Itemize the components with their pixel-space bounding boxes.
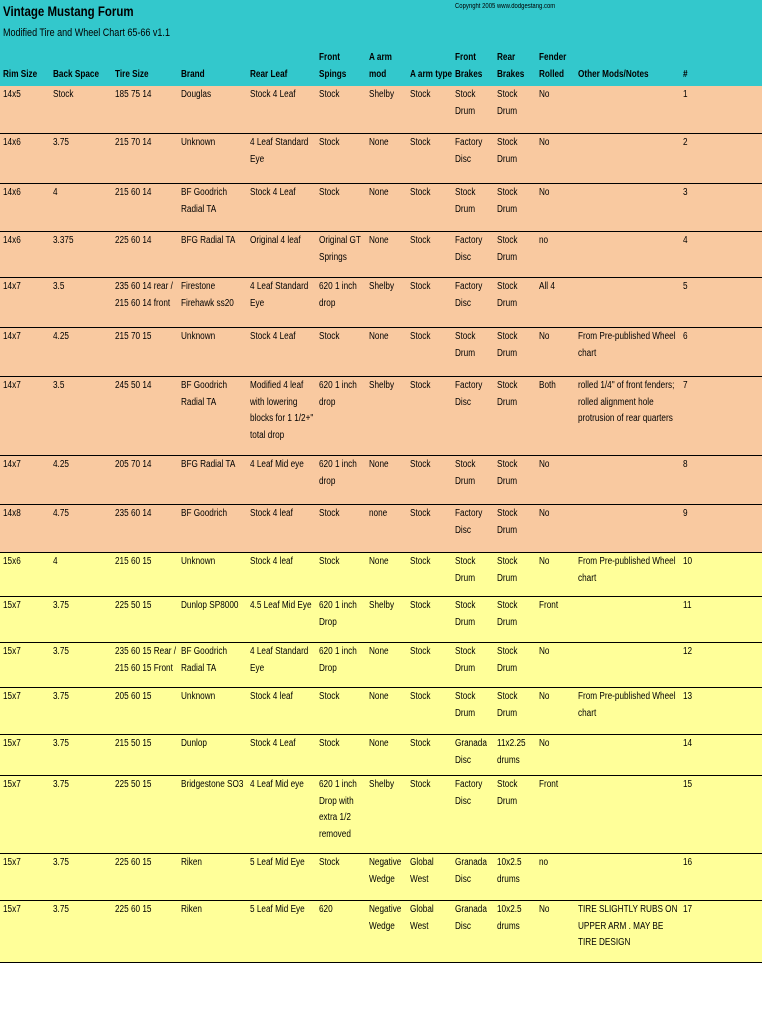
table-cell: 225 50 15: [115, 600, 152, 611]
table-row: [0, 86, 762, 134]
table-cell: No: [539, 738, 550, 749]
table-cell: Stock Drum: [497, 331, 518, 359]
table-cell: BF Goodrich Radial TA: [181, 187, 228, 215]
table-cell: 14: [683, 738, 693, 749]
table-cell: 4: [53, 187, 58, 198]
table-cell: 3.75: [53, 738, 69, 749]
table-cell: Stock: [319, 691, 340, 702]
table-cell: Dunlop: [181, 738, 207, 749]
table-cell: 15x7: [3, 779, 21, 790]
table-cell: 3.75: [53, 600, 69, 611]
table-row: [0, 505, 762, 553]
table-cell: 14x7: [3, 459, 21, 470]
table-cell: Stock: [319, 556, 340, 567]
table-cell: Stock Drum: [497, 459, 518, 487]
table-cell: Stock: [410, 691, 431, 702]
table-cell: Stock: [410, 187, 431, 198]
table-cell: Riken: [181, 904, 202, 915]
table-cell: 5 Leaf Mid Eye: [250, 904, 305, 915]
table-cell: 620 1 inch drop: [319, 459, 357, 487]
table-cell: No: [539, 646, 550, 657]
table-row: [0, 232, 762, 278]
table-cell: 235 60 14: [115, 508, 152, 519]
table-cell: 3.75: [53, 691, 69, 702]
table-cell: Stock Drum: [455, 89, 476, 117]
table-cell: Shelby: [369, 380, 395, 391]
table-cell: 4 Leaf Standard Eye: [250, 137, 309, 165]
table-cell: 235 60 14 rear / 215 60 14 front: [115, 281, 173, 309]
table-cell: None: [369, 556, 389, 567]
table-cell: Front: [539, 600, 559, 611]
table-cell: 4 Leaf Mid eye: [250, 459, 304, 470]
table-cell: 11x2.25 drums: [497, 738, 526, 766]
table-cell: 14x6: [3, 235, 21, 246]
table-cell: 14x7: [3, 281, 21, 292]
table-cell: Stock Drum: [497, 691, 518, 719]
table-cell: 5 Leaf Mid Eye: [250, 857, 305, 868]
table-cell: BFG Radial TA: [181, 459, 236, 470]
table-cell: 15: [683, 779, 693, 790]
table-cell: Stock: [410, 646, 431, 657]
table-cell: Negative Wedge: [369, 904, 402, 932]
table-cell: Stock Drum: [497, 600, 518, 628]
table-row: [0, 901, 762, 963]
table-cell: None: [369, 738, 389, 749]
column-header: Other Mods/Notes: [578, 69, 649, 80]
table-cell: 9: [683, 508, 688, 519]
table-cell: 6: [683, 331, 688, 342]
table-cell: Stock: [410, 137, 431, 148]
table-cell: 3.75: [53, 137, 69, 148]
table-cell: Stock 4 leaf: [250, 508, 293, 519]
table-cell: 205 70 14: [115, 459, 152, 470]
table-cell: 225 50 15: [115, 779, 152, 790]
column-header: Rear Brakes: [497, 52, 525, 80]
table-cell: Stock: [410, 600, 431, 611]
table-cell: Stock: [319, 331, 340, 342]
table-cell: Unknown: [181, 137, 216, 148]
table-cell: 620 1 inch drop: [319, 380, 357, 408]
column-header: Fender Rolled: [539, 52, 567, 80]
table-cell: Stock: [410, 235, 431, 246]
table-cell: 14x6: [3, 187, 21, 198]
table-cell: 14x8: [3, 508, 21, 519]
table-row: [0, 328, 762, 377]
table-cell: none: [369, 508, 388, 519]
table-cell: None: [369, 646, 389, 657]
table-cell: 4 Leaf Standard Eye: [250, 646, 309, 674]
table-cell: Stock: [410, 281, 431, 292]
table-cell: 4: [53, 556, 58, 567]
table-cell: Stock Drum: [455, 556, 476, 584]
table-cell: 3.375: [53, 235, 74, 246]
table-cell: From Pre-published Wheel chart: [578, 556, 676, 584]
table-cell: Granada Disc: [455, 904, 487, 932]
table-cell: Stock: [319, 137, 340, 148]
table-body: [0, 86, 762, 963]
table-cell: Stock: [319, 89, 340, 100]
table-cell: 14x5: [3, 89, 21, 100]
table-cell: Stock Drum: [455, 187, 476, 215]
table-cell: Shelby: [369, 89, 395, 100]
table-cell: Factory Disc: [455, 281, 483, 309]
table-cell: Stock Drum: [497, 779, 518, 807]
table-cell: 3.75: [53, 904, 69, 915]
table-cell: No: [539, 89, 550, 100]
table-cell: Stock: [410, 459, 431, 470]
table-cell: None: [369, 691, 389, 702]
table-row: [0, 643, 762, 688]
table-cell: Stock Drum: [497, 508, 518, 536]
table-cell: All 4: [539, 281, 555, 292]
table-cell: 12: [683, 646, 693, 657]
table-cell: Unknown: [181, 691, 216, 702]
table-cell: 7: [683, 380, 688, 391]
table-cell: 215 60 14: [115, 187, 152, 198]
page-subtitle: Modified Tire and Wheel Chart 65-66 v1.1: [3, 27, 170, 39]
sheet-header: [0, 0, 762, 86]
table-cell: no: [539, 235, 549, 246]
table-cell: 15x7: [3, 600, 21, 611]
table-row: [0, 377, 762, 456]
table-cell: rolled 1/4" of front fenders; rolled alignment hole protrusion of rear quarters: [578, 380, 675, 424]
table-cell: Douglas: [181, 89, 212, 100]
table-row: [0, 688, 762, 735]
table-cell: Stock: [410, 556, 431, 567]
table-row: [0, 776, 762, 854]
table-cell: 10x2.5 drums: [497, 857, 522, 885]
table-cell: 4: [683, 235, 688, 246]
table-cell: 13: [683, 691, 693, 702]
table-cell: Negative Wedge: [369, 857, 402, 885]
table-cell: TIRE SLIGHTLY RUBS ON UPPER ARM . MAY BE TIRE DESIGN: [578, 904, 678, 948]
column-header: Brand: [181, 69, 205, 80]
table-row: [0, 278, 762, 328]
table-cell: No: [539, 556, 550, 567]
column-header: Front Brakes: [455, 52, 483, 80]
table-cell: 3: [683, 187, 688, 198]
table-cell: Stock Drum: [497, 137, 518, 165]
table-cell: Stock: [319, 738, 340, 749]
table-cell: No: [539, 691, 550, 702]
table-cell: Firestone Firehawk ss20: [181, 281, 234, 309]
table-cell: Stock: [410, 380, 431, 391]
table-cell: 14x7: [3, 331, 21, 342]
table-cell: Stock Drum: [455, 646, 476, 674]
table-cell: Stock: [319, 857, 340, 868]
table-row: [0, 735, 762, 776]
table-cell: 15x7: [3, 857, 21, 868]
column-header: Front Spings: [319, 52, 347, 80]
table-cell: No: [539, 187, 550, 198]
table-cell: No: [539, 331, 550, 342]
table-cell: 215 50 15: [115, 738, 152, 749]
table-cell: Stock 4 Leaf: [250, 738, 296, 749]
table-cell: 15x6: [3, 556, 21, 567]
table-cell: Stock: [410, 89, 431, 100]
table-cell: Global West: [410, 857, 434, 885]
table-cell: Stock 4 Leaf: [250, 331, 296, 342]
table-cell: 620 1 inch drop: [319, 281, 357, 309]
table-cell: Stock Drum: [455, 331, 476, 359]
table-cell: 225 60 14: [115, 235, 152, 246]
table-row: [0, 134, 762, 184]
table-cell: Shelby: [369, 779, 395, 790]
table-cell: 5: [683, 281, 688, 292]
column-header: #: [683, 69, 688, 80]
table-cell: Front: [539, 779, 559, 790]
column-header: Tire Size: [115, 69, 149, 80]
table-cell: 215 70 15: [115, 331, 152, 342]
table-cell: No: [539, 508, 550, 519]
table-cell: BFG Radial TA: [181, 235, 236, 246]
table-cell: 3.5: [53, 281, 65, 292]
table-cell: 15x7: [3, 738, 21, 749]
table-cell: 4 Leaf Standard Eye: [250, 281, 309, 309]
table-cell: 8: [683, 459, 688, 470]
table-cell: Original GT Springs: [319, 235, 361, 263]
table-cell: Stock: [410, 779, 431, 790]
table-cell: no: [539, 857, 549, 868]
table-cell: 2: [683, 137, 688, 148]
table-cell: Stock Drum: [497, 380, 518, 408]
table-cell: 4.25: [53, 459, 69, 470]
table-cell: Stock Drum: [455, 600, 476, 628]
table-row: [0, 184, 762, 232]
table-cell: Stock Drum: [497, 89, 518, 117]
table-cell: None: [369, 331, 389, 342]
table-cell: 17: [683, 904, 693, 915]
table-cell: 4.5 Leaf Mid Eye: [250, 600, 312, 611]
table-cell: 15x7: [3, 904, 21, 915]
table-cell: 620: [319, 904, 333, 915]
table-cell: 4.25: [53, 331, 69, 342]
table-cell: Bridgestone SO3: [181, 779, 244, 790]
table-cell: Factory Disc: [455, 235, 483, 263]
table-cell: 15x7: [3, 691, 21, 702]
column-header: Rear Leaf: [250, 69, 288, 80]
table-cell: 10: [683, 556, 693, 567]
table-cell: 620 1 inch Drop: [319, 600, 357, 628]
table-cell: Unknown: [181, 556, 216, 567]
table-cell: 11: [683, 600, 692, 611]
table-cell: Stock: [410, 738, 431, 749]
table-cell: Stock 4 leaf: [250, 691, 293, 702]
table-cell: From Pre-published Wheel chart: [578, 691, 676, 719]
table-cell: Stock 4 Leaf: [250, 187, 296, 198]
table-cell: Riken: [181, 857, 202, 868]
table-cell: 225 60 15: [115, 857, 152, 868]
table-cell: Original 4 leaf: [250, 235, 301, 246]
table-cell: None: [369, 187, 389, 198]
table-cell: 3.75: [53, 779, 69, 790]
table-cell: Stock Drum: [497, 646, 518, 674]
table-cell: Unknown: [181, 331, 216, 342]
table-cell: 4 Leaf Mid eye: [250, 779, 304, 790]
table-cell: BF Goodrich Radial TA: [181, 380, 228, 408]
table-cell: Stock 4 leaf: [250, 556, 293, 567]
table-cell: 185 75 14: [115, 89, 152, 100]
table-cell: 3.5: [53, 380, 65, 391]
table-cell: Granada Disc: [455, 857, 487, 885]
table-cell: From Pre-published Wheel chart: [578, 331, 676, 359]
page-title: Vintage Mustang Forum: [3, 3, 134, 19]
copyright-notice: Copyright 2005 www.dodgestang.com: [455, 3, 556, 10]
table-cell: 3.75: [53, 646, 69, 657]
table-cell: 14x6: [3, 137, 21, 148]
column-header: Rim Size: [3, 69, 38, 80]
column-header: Back Space: [53, 69, 100, 80]
table-cell: Factory Disc: [455, 137, 483, 165]
table-cell: Granada Disc: [455, 738, 487, 766]
column-header: A arm mod: [369, 52, 392, 80]
table-cell: Modified 4 leaf with lowering blocks for 1 1/2+" total drop: [250, 380, 314, 441]
table-cell: Stock Drum: [497, 281, 518, 309]
table-cell: None: [369, 137, 389, 148]
table-cell: Stock: [319, 508, 340, 519]
table-cell: Stock Drum: [455, 691, 476, 719]
table-row: [0, 456, 762, 505]
table-cell: Stock 4 Leaf: [250, 89, 296, 100]
table-row: [0, 854, 762, 901]
table-cell: 14x7: [3, 380, 21, 391]
table-cell: Factory Disc: [455, 508, 483, 536]
table-cell: Shelby: [369, 600, 395, 611]
table-cell: 225 60 15: [115, 904, 152, 915]
table-cell: Stock Drum: [497, 235, 518, 263]
table-cell: Stock: [410, 508, 431, 519]
table-row: [0, 553, 762, 597]
table-cell: 4.75: [53, 508, 69, 519]
table-cell: No: [539, 459, 550, 470]
table-cell: BF Goodrich Radial TA: [181, 646, 228, 674]
table-cell: Stock Drum: [497, 556, 518, 584]
table-cell: No: [539, 904, 550, 915]
table-cell: Stock: [319, 187, 340, 198]
table-cell: Stock Drum: [497, 187, 518, 215]
table-cell: Shelby: [369, 281, 395, 292]
table-cell: Dunlop SP8000: [181, 600, 239, 611]
table-cell: Stock: [53, 89, 74, 100]
table-row: [0, 597, 762, 643]
table-cell: 235 60 15 Rear / 215 60 15 Front: [115, 646, 177, 674]
table-cell: Factory Disc: [455, 380, 483, 408]
table-cell: 215 70 14: [115, 137, 152, 148]
table-cell: No: [539, 137, 550, 148]
column-header: A arm type: [410, 69, 453, 80]
table-cell: None: [369, 235, 389, 246]
table-cell: 15x7: [3, 646, 21, 657]
table-cell: 245 50 14: [115, 380, 152, 391]
table-cell: 620 1 inch Drop: [319, 646, 357, 674]
table-cell: Both: [539, 380, 556, 391]
table-cell: Factory Disc: [455, 779, 483, 807]
table-cell: None: [369, 459, 389, 470]
table-cell: 16: [683, 857, 693, 868]
table-cell: 3.75: [53, 857, 69, 868]
table-cell: 215 60 15: [115, 556, 152, 567]
table-cell: Stock Drum: [455, 459, 476, 487]
table-cell: 1: [683, 89, 688, 100]
table-cell: 10x2.5 drums: [497, 904, 522, 932]
table-cell: 205 60 15: [115, 691, 152, 702]
table-cell: BF Goodrich: [181, 508, 228, 519]
table-cell: 620 1 inch Drop with extra 1/2 removed: [319, 779, 357, 840]
table-cell: Stock: [410, 331, 431, 342]
table-cell: Global West: [410, 904, 434, 932]
